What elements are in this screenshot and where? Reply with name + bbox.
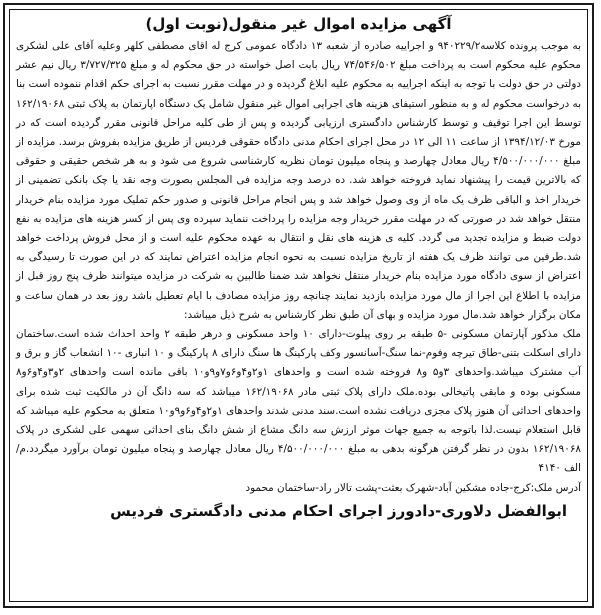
notice-paragraph-main: به موجب پرونده کلاسه۹۴۰۲۲۹/۲ و اجراییه صادره از شعبه ۱۳ دادگاه عمومی کرج له اقای مصطفی کلهر وعلیه آقای علی لشکری محکوم علیه محکوم است به پرداخت مبلغ ۷۴/۵۴۶/۵۰۲ ریال بابت اصل خواسته در حق محکوم له و مبلغ ۳/۷۲۷/۳۲۵ ریال نیم عشر دولتی در حق دولت با توجه به اینکه اجراییه به محکوم علیه ابلاغ گردیده و در مهلت مقرر نسبت به اجرای حکم اقدام ننموده است بنا به درخواست محکوم له و به منظور استیفای هزینه های اجرایی اموال غیر منقول شامل یک دستگاه اپارتمان به پلاک ثبتی ۱۶۲/۱۹۰۶۸ توسط این اجرا توقیف و توسط کارشناس دادگستری ارزیابی گردیده و پس از طی کلیه مراحل قانونی مقرر گردیده است که در مورخ ۱۳۹۴/۱۲/۰۳ از ساعت ۱۱ الی ۱۲ در محل اجرای احکام مدنی دادگاه حقوقی فردیس از طریق مزایده بفروش برسد. مزایده از مبلغ ۴/۵۰۰/۰۰۰/۰۰۰ ریال معادل چهارصد و پنجاه میلیون تومان نظریه کارشناسی شروع می شود و به هر شخص حقیقی و حقوقی که بالاترین قیمت را پیشنهاد نماید فروخته خواهد شد. ده درصد وجه مزایده فی المجلس بصورت وجه نقد یا چک بانکی تضمینی از خریدار اخذ و الباقی ظرف یک ماه از وی وصول خواهد شد و پس انجام مراحل قانونی و صدور حکم تملیک مورد مزایده بنام خریدار منتقل خواهد شد در صورتی که در مهلت مقرر خریدار وجه مزایده را پرداخت ننماید سپرده وی پس از کسر هزینه های مزایده به نفع دولت ضبط و مزایده تجدید می گردد. کلیه ی هزینه های نقل و انتقال به عهده محکوم علیه است و از محل فروش پرداخت خواهد شد.طرفین می توانند ظرف یک هفته از تاریخ مزایده نسبت به نحوه انجام مزایده اعتراض نمایند که در این صورت تا رسیدگی به اعتراض از سوی دادگاه مورد مزایده بنام خریدار منتقل نخواهد شد ضمنا طالبین به شرکت در مزایده میتوانند ظرف پنج روز قبل از مزایده با اطلاع این اجرا از مال مورد مزایده بازدید نمایند چنانچه روز مزایده مصادف با ایام تعطیل باشد روز بعد در همان ساعت و مکان برگزار خواهد شد.مال مورد مزایده و بهای آن طبق نظر کارشناس به شرح ذیل میباشد: <box>16 40 581 321</box>
signature-line: ابوالفضل دلاوری-دادورز اجرای احکام مدنی دادگستری فردیس <box>110 501 567 520</box>
property-address: آدرس ملک:کرج-جاده مشکین آباد-شهرک بعثت-پشت تالار راد-ساختمان محمود <box>245 481 581 494</box>
notice-frame <box>3 3 594 608</box>
notice-title: آگهی مزایده اموال غیر منقول(نوبت اول) <box>145 15 452 33</box>
notice-body <box>9 9 588 602</box>
notice-paragraph-property: ملک مذکور آپارتمان مسکونی -۵ طبقه بر روی پیلوت-دارای ۱۰ واحد مسکونی و درهر طبقه ۲ واحد احداث شده است.ساختمان دارای اسکلت بتنی-طاق تیرچه وفوم-نما سنگ-آسانسور وکف پارکینگ ها سنگ دارای ۸ پارکینگ و ۱۰ انباری -۱۰ انشعاب گاز و برق و آب مشترک میباشد.واحدهای ۳و۵ و۸ فروخته شده است و واحدهای ۱و۲و۴و۶و۷و۹و۱۰ باقی مانده است واحدهای ۲و۳و۴و۶و۸ مسکونی بوده و مابقی پاتیخالی بوده.ملک دارای پلاک ثبتی مادر ۱۶۲/۱۹۰۶۸ میباشد که سه دانگ آن در مالکیت ثبت شده برای واحدهای احداثی آن هنوز پلاک مجزی دریافت نشده است.سند مدنی شدند واحدهای ۱و۲و۴و۶و۹و۱۰ متعلق به محکوم علیه میباشد که قابل استعلام نیست.لذا باتوجه به جمیع جهات موثر ارزش سه دانگ مشاع از شش دانگ بنای احداثی سهمی علی لشکری در پلاک ۱۶۲/۱۹۰۶۸ بدون در نظر گرفتن هرگونه بدهی به مبلغ ۴/۵۰۰/۰۰۰/۰۰۰ ریال معادل چهارصد و پنجاه میلیون تومان برآورد میگردد.م/الف ۴۱۴۰ <box>16 328 582 475</box>
